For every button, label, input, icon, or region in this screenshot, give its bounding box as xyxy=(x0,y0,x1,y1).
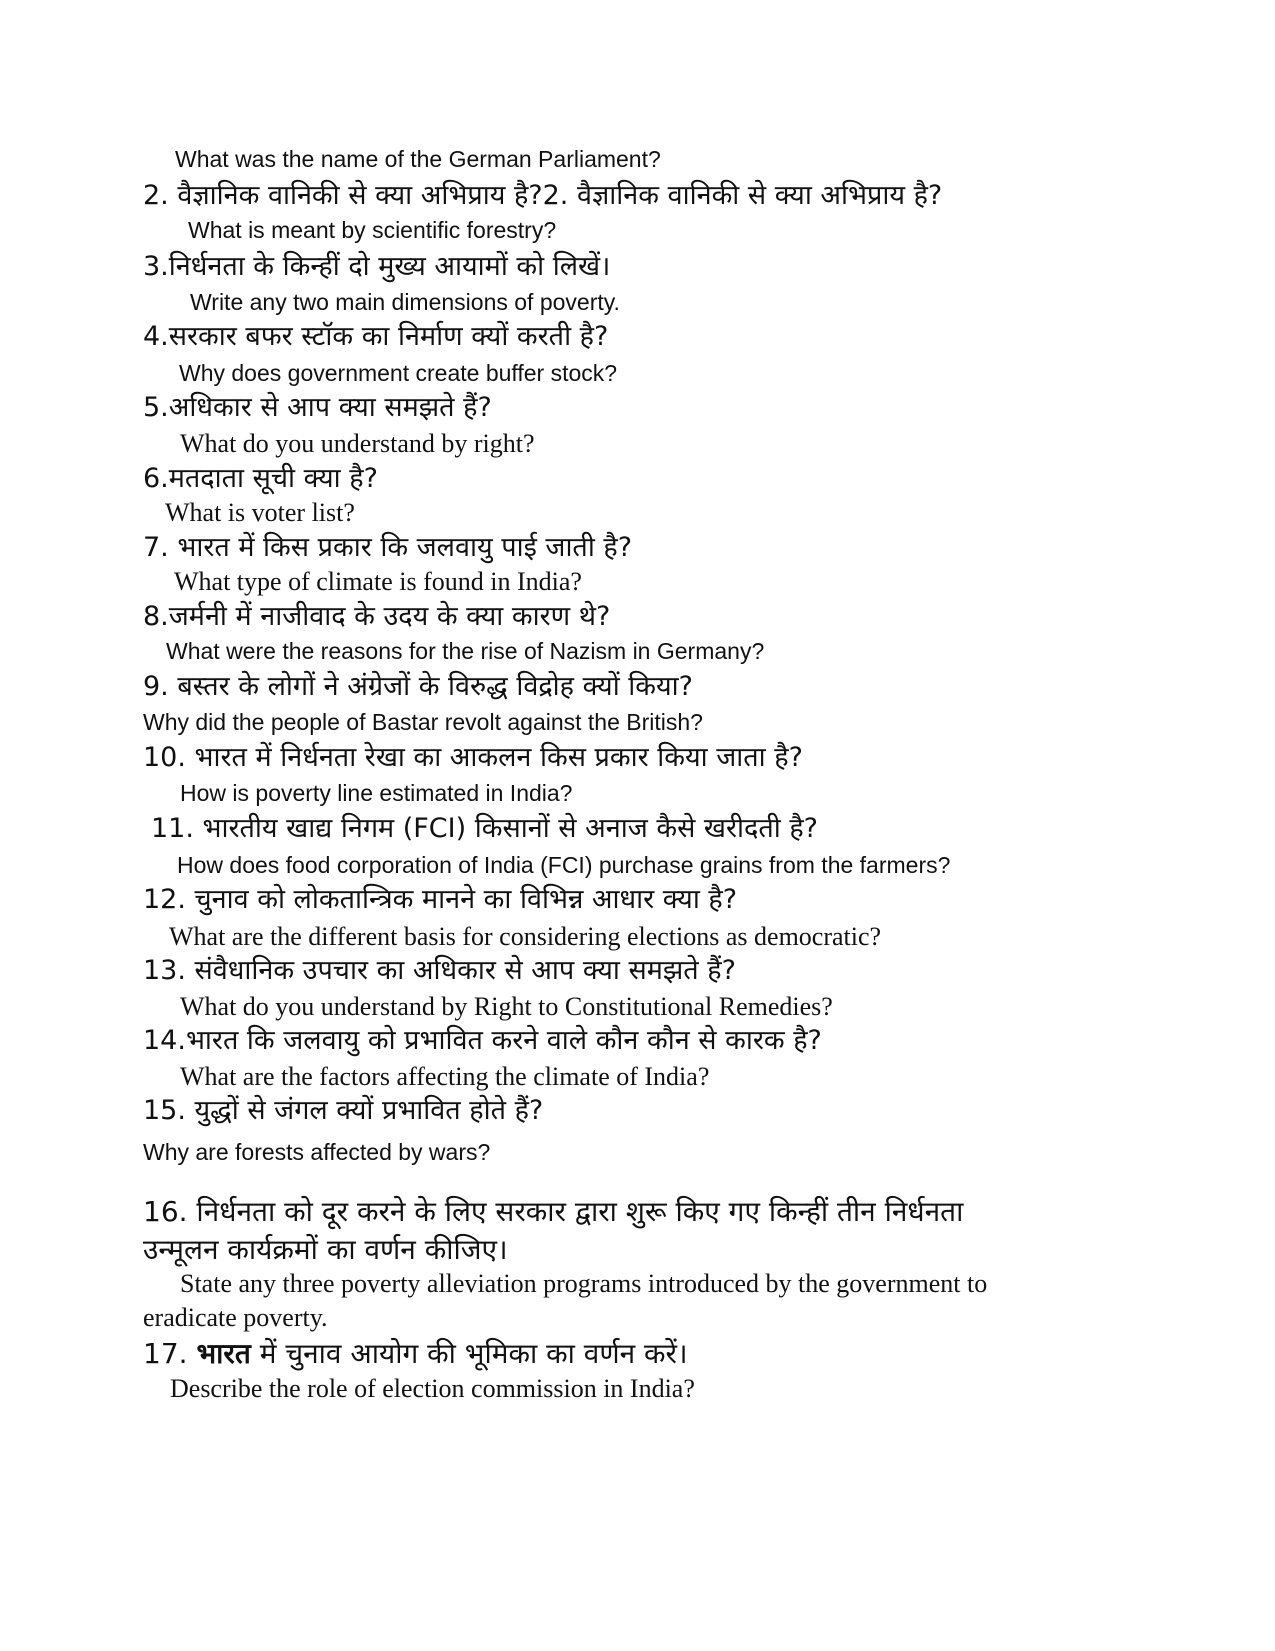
question-17-hindi-rest: में चुनाव आयोग की भूमिका का वर्णन करें। xyxy=(250,1337,688,1370)
question-17-number: 17. xyxy=(143,1337,197,1370)
question-11-english: How does food corporation of India (FCI) purchase grains from the farmers? xyxy=(177,852,951,878)
question-13-hindi: 13. संवैधानिक उपचार का अधिकार से आप क्या समझते हैं? xyxy=(143,955,736,986)
question-17-bold-word: भारत xyxy=(196,1337,251,1370)
question-16-hindi-line-2: उन्मूलन कार्यक्रमों का वर्णन कीजिए। xyxy=(143,1233,508,1266)
question-9-english: Why did the people of Bastar revolt against the British? xyxy=(143,709,703,735)
question-1-english: What was the name of the German Parliament? xyxy=(175,146,661,172)
question-16-hindi-line-1: 16. निर्धनता को दूर करने के लिए सरकार द्वारा शुरू किए गए किन्हीं तीन निर्धनता xyxy=(143,1195,964,1228)
question-16-english-line-1: State any three poverty alleviation programs introduced by the government to xyxy=(180,1269,988,1298)
question-12-hindi: 12. चुनाव को लोकतान्त्रिक मानने का विभिन्न आधार क्या है? xyxy=(143,884,738,915)
question-14-english: What are the factors affecting the climate of India? xyxy=(180,1062,710,1091)
question-10-english: How is poverty line estimated in India? xyxy=(180,780,573,806)
question-10-hindi: 10. भारत में निर्धनता रेखा का आकलन किस प्रकार किया जाता है? xyxy=(143,742,803,773)
question-5-hindi: 5.अधिकार से आप क्या समझते हैं? xyxy=(143,392,492,423)
question-2-hindi: 2. वैज्ञानिक वानिकी से क्या अभिप्राय है?2. वैज्ञानिक वानिकी से क्या अभिप्राय है? xyxy=(143,180,943,211)
question-5-english: What do you understand by right? xyxy=(180,429,535,458)
question-6-english: What is voter list? xyxy=(165,498,355,527)
question-15-hindi: 15. युद्धों से जंगल क्यों प्रभावित होते हैं? xyxy=(143,1095,544,1126)
question-16-english-line-2: eradicate poverty. xyxy=(143,1303,328,1332)
question-8-hindi: 8.जर्मनी में नाजीवाद के उदय के क्या कारण थे? xyxy=(143,601,611,632)
question-12-english: What are the different basis for considering elections as democratic? xyxy=(169,922,882,951)
question-7-english: What type of climate is found in India? xyxy=(174,567,582,596)
question-13-english: What do you understand by Right to Constitutional Remedies? xyxy=(180,992,833,1021)
question-3-hindi: 3.निर्धनता के किन्हीं दो मुख्य आयामों को लिखें। xyxy=(143,251,611,282)
question-3-english: Write any two main dimensions of poverty. xyxy=(190,289,620,315)
question-9-hindi: 9. बस्तर के लोगों ने अंग्रेजों के विरुद्ध विद्रोह क्यों किया? xyxy=(143,671,693,702)
question-4-english: Why does government create buffer stock? xyxy=(179,360,618,386)
question-11-hindi: 11. भारतीय खाद्य निगम (FCI) किसानों से अनाज कैसे खरीदती है? xyxy=(151,813,818,844)
question-4-hindi: 4.सरकार बफर स्टॉक का निर्माण क्यों करती है? xyxy=(143,321,609,352)
question-8-english: What were the reasons for the rise of Nazism in Germany? xyxy=(166,638,765,664)
question-7-hindi: 7. भारत में किस प्रकार कि जलवायु पाई जाती है? xyxy=(143,532,633,563)
question-6-hindi: 6.मतदाता सूची क्या है? xyxy=(143,463,378,494)
question-2-english: What is meant by scientific forestry? xyxy=(188,217,557,243)
question-17-english: Describe the role of election commission in India? xyxy=(170,1374,695,1403)
question-15-english: Why are forests affected by wars? xyxy=(143,1139,491,1165)
question-17-hindi xyxy=(143,1337,688,1370)
question-14-hindi: 14.भारत कि जलवायु को प्रभावित करने वाले कौन कौन से कारक है? xyxy=(143,1025,822,1056)
